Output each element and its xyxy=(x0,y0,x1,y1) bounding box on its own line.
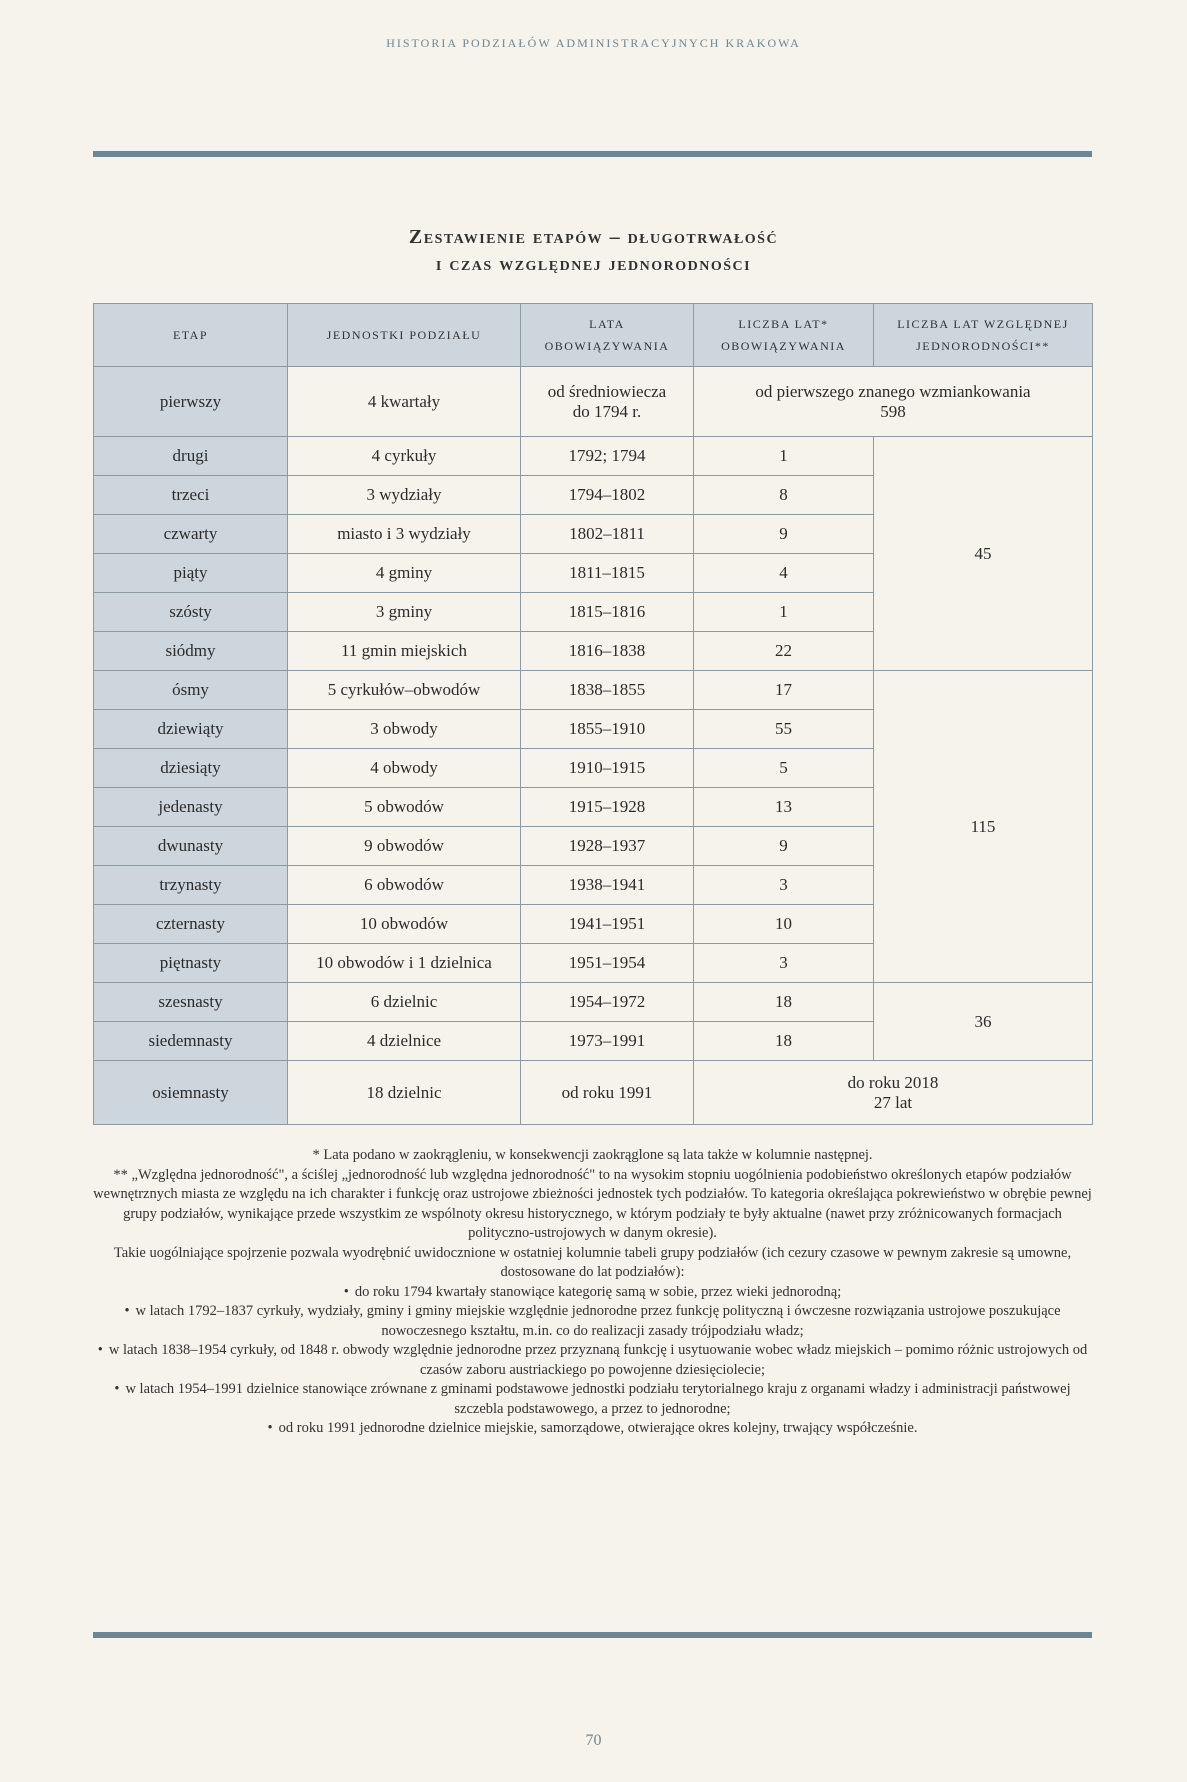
table-row xyxy=(94,983,1093,1022)
stage-cell: trzynasty xyxy=(94,866,288,905)
stage-cell: ósmy xyxy=(94,671,288,710)
footnote-bullet xyxy=(93,1341,1092,1380)
stage-cell: siódmy xyxy=(94,632,288,671)
merged-cell xyxy=(694,1061,1093,1125)
years-line2: do 1794 r. xyxy=(572,401,642,421)
bullet-text: do roku 1794 kwartały stanowiące kategorię samą w sobie, przez wieki jednorodną; xyxy=(354,1283,842,1300)
years-cell: 1973–1991 xyxy=(521,1022,694,1061)
years-cell: 1792; 1794 xyxy=(521,437,694,476)
years-cell: 1915–1928 xyxy=(521,788,694,827)
years-cell: od roku 1991 xyxy=(521,1061,694,1125)
count-cell: 9 xyxy=(694,515,874,554)
stage-cell: czwarty xyxy=(94,515,288,554)
stage-cell: pierwszy xyxy=(94,367,288,437)
table-title xyxy=(0,224,1187,278)
title-line-2: i czas względnej jednorodności xyxy=(435,253,752,275)
count-cell: 3 xyxy=(694,944,874,983)
bullet-icon: • xyxy=(267,1420,273,1436)
units-cell: 11 gmin miejskich xyxy=(288,632,521,671)
bullet-icon: • xyxy=(124,1303,130,1319)
units-cell: miasto i 3 wydziały xyxy=(288,515,521,554)
group-cell: 115 xyxy=(874,671,1093,983)
units-cell: 10 obwodów i 1 dzielnica xyxy=(288,944,521,983)
top-rule xyxy=(93,151,1092,157)
merged-line1: do roku 2018 xyxy=(847,1072,939,1092)
table-row xyxy=(94,1061,1093,1125)
header-jednostki: JEDNOSTKI PODZIAŁU xyxy=(288,304,521,367)
count-cell: 17 xyxy=(694,671,874,710)
footnote-1: * Lata podano w zaokrągleniu, w konsekwencji zaokrąglone są lata także w kolumnie następnej. xyxy=(312,1147,873,1163)
stages-table xyxy=(93,303,1093,1125)
bullet-icon: • xyxy=(343,1283,349,1300)
count-cell: 1 xyxy=(694,437,874,476)
table-row xyxy=(94,671,1093,710)
header-liczba-lat xyxy=(694,304,874,367)
stage-cell: osiemnasty xyxy=(94,1061,288,1125)
table-row xyxy=(94,367,1093,437)
count-cell: 13 xyxy=(694,788,874,827)
header-lata-line1: LATA xyxy=(589,317,625,331)
units-cell: 4 kwartały xyxy=(288,367,521,437)
group-cell: 45 xyxy=(874,437,1093,671)
bottom-rule xyxy=(93,1632,1092,1638)
stage-cell: szósty xyxy=(94,593,288,632)
years-cell: 1802–1811 xyxy=(521,515,694,554)
years-cell: 1951–1954 xyxy=(521,944,694,983)
group-cell: 36 xyxy=(874,983,1093,1061)
header-liczba-line2: OBOWIĄZYWANIA xyxy=(721,339,846,353)
footnote-bullet xyxy=(93,1302,1092,1341)
stage-cell: dwunasty xyxy=(94,827,288,866)
bullet-text: w latach 1838–1954 cyrkuły, od 1848 r. obwody względnie jednorodne przez przyznaną funkcję i usytuowanie wobec władz miejskich – pomimo różnic ustrojowych od czasów zaboru austriackiego po powojenne dziesięciolecie; xyxy=(108,1342,1088,1378)
years-cell: 1838–1855 xyxy=(521,671,694,710)
stage-cell: dziesiąty xyxy=(94,749,288,788)
units-cell: 6 dzielnic xyxy=(288,983,521,1022)
years-line1: od średniowiecza xyxy=(547,381,667,401)
footnote-3: Takie uogólniające spojrzenie pozwala wyodrębnić uwidocznione w ostatniej kolumnie tabeli grupy podziałów (ich cezury czasowe w pewnym zakresie są umowne, dostosowane do lat podziałów): xyxy=(113,1244,1072,1280)
footnote-bullets xyxy=(93,1283,1092,1439)
table-row xyxy=(94,437,1093,476)
count-cell: 4 xyxy=(694,554,874,593)
years-cell: 1794–1802 xyxy=(521,476,694,515)
header-row xyxy=(94,304,1093,367)
footnotes xyxy=(93,1146,1092,1439)
bullet-icon: • xyxy=(114,1381,120,1397)
years-cell: 1910–1915 xyxy=(521,749,694,788)
count-cell: 10 xyxy=(694,905,874,944)
count-cell: 22 xyxy=(694,632,874,671)
count-cell: 5 xyxy=(694,749,874,788)
count-cell: 9 xyxy=(694,827,874,866)
bullet-text: w latach 1954–1991 dzielnice stanowiące zrównane z gminami podstawowe jednostki podziału terytorialnego kraju z organami władzy i administracji państwowej szczebla podstawowego, a przez to jednorodne; xyxy=(125,1381,1071,1417)
page-number: 70 xyxy=(585,1732,602,1749)
stage-cell: jedenasty xyxy=(94,788,288,827)
stage-cell: piętnasty xyxy=(94,944,288,983)
header-liczba-line1: LICZBA LAT* xyxy=(738,317,829,331)
running-head: HISTORIA PODZIAŁÓW ADMINISTRACYJNYCH KRAKOWA xyxy=(386,36,801,50)
count-cell: 18 xyxy=(694,983,874,1022)
count-cell: 55 xyxy=(694,710,874,749)
count-cell: 3 xyxy=(694,866,874,905)
stage-cell: dziewiąty xyxy=(94,710,288,749)
years-cell xyxy=(521,367,694,437)
units-cell: 18 dzielnic xyxy=(288,1061,521,1125)
merged-line2: 27 lat xyxy=(873,1092,913,1112)
units-cell: 4 dzielnice xyxy=(288,1022,521,1061)
title-line-1: Zestawienie etapów – długotrwałość xyxy=(408,226,779,248)
footnote-bullet xyxy=(93,1419,1092,1439)
units-cell: 4 obwody xyxy=(288,749,521,788)
footnote-bullet xyxy=(93,1283,1092,1303)
merged-cell xyxy=(694,367,1093,437)
units-cell: 5 obwodów xyxy=(288,788,521,827)
units-cell: 3 gminy xyxy=(288,593,521,632)
years-cell: 1816–1838 xyxy=(521,632,694,671)
units-cell: 6 obwodów xyxy=(288,866,521,905)
merged-line1: od pierwszego znanego wzmiankowania xyxy=(755,381,1031,401)
count-cell: 1 xyxy=(694,593,874,632)
stage-cell: czternasty xyxy=(94,905,288,944)
units-cell: 4 cyrkuły xyxy=(288,437,521,476)
bullet-icon: • xyxy=(97,1342,103,1358)
merged-line2: 598 xyxy=(880,401,906,421)
stage-cell: szesnasty xyxy=(94,983,288,1022)
header-wzgledna-line2: JEDNORODNOŚCI** xyxy=(916,339,1050,353)
units-cell: 9 obwodów xyxy=(288,827,521,866)
years-cell: 1815–1816 xyxy=(521,593,694,632)
bullet-text: od roku 1991 jednorodne dzielnice miejskie, samorządowe, otwierające okres kolejny, trwający współcześnie. xyxy=(278,1420,918,1436)
header-wzgledna xyxy=(874,304,1093,367)
units-cell: 4 gminy xyxy=(288,554,521,593)
header-lata xyxy=(521,304,694,367)
stage-cell: piąty xyxy=(94,554,288,593)
header-wzgledna-line1: LICZBA LAT WZGLĘDNEJ xyxy=(897,317,1069,331)
header-lata-line2: OBOWIĄZYWANIA xyxy=(544,339,670,353)
stage-cell: trzeci xyxy=(94,476,288,515)
years-cell: 1855–1910 xyxy=(521,710,694,749)
units-cell: 5 cyrkułów–obwodów xyxy=(288,671,521,710)
years-cell: 1938–1941 xyxy=(521,866,694,905)
header-etap: ETAP xyxy=(94,304,288,367)
bullet-text: w latach 1792–1837 cyrkuły, wydziały, gminy i gminy miejskie względnie jednorodne przez funkcję polityczną i ówczesne rozwiązania ustrojowe poszukujące nowoczesnego kształtu, m.in. co do realizacji zasady trójpodziału władz; xyxy=(135,1303,1061,1339)
footnote-2: ** „Względna jednorodność", a ściślej „jednorodność lub względna jednorodność" to na wysokim stopniu uogólnienia podobieństwo określonych etapów podziałów wewnętrznych miasta ze względu na ich charakter i funkcję oraz ustrojowe zbieżności jednostek tych podziałów. To kategoria określająca pokrewieństwo w obrębie pewnej grupy podziałów, wynikające przede wszystkim ze wspólnoty okresu historycznego, w którym podziały te były aktualne (nawet przy zróżnicowanych formacjach polityczno-ustrojowych w danym okresie). xyxy=(93,1166,1092,1241)
footnote-bullet xyxy=(93,1380,1092,1419)
units-cell: 3 wydziały xyxy=(288,476,521,515)
count-cell: 18 xyxy=(694,1022,874,1061)
years-cell: 1954–1972 xyxy=(521,983,694,1022)
units-cell: 10 obwodów xyxy=(288,905,521,944)
years-cell: 1811–1815 xyxy=(521,554,694,593)
stage-cell: drugi xyxy=(94,437,288,476)
stage-cell: siedemnasty xyxy=(94,1022,288,1061)
years-cell: 1928–1937 xyxy=(521,827,694,866)
count-cell: 8 xyxy=(694,476,874,515)
years-cell: 1941–1951 xyxy=(521,905,694,944)
units-cell: 3 obwody xyxy=(288,710,521,749)
